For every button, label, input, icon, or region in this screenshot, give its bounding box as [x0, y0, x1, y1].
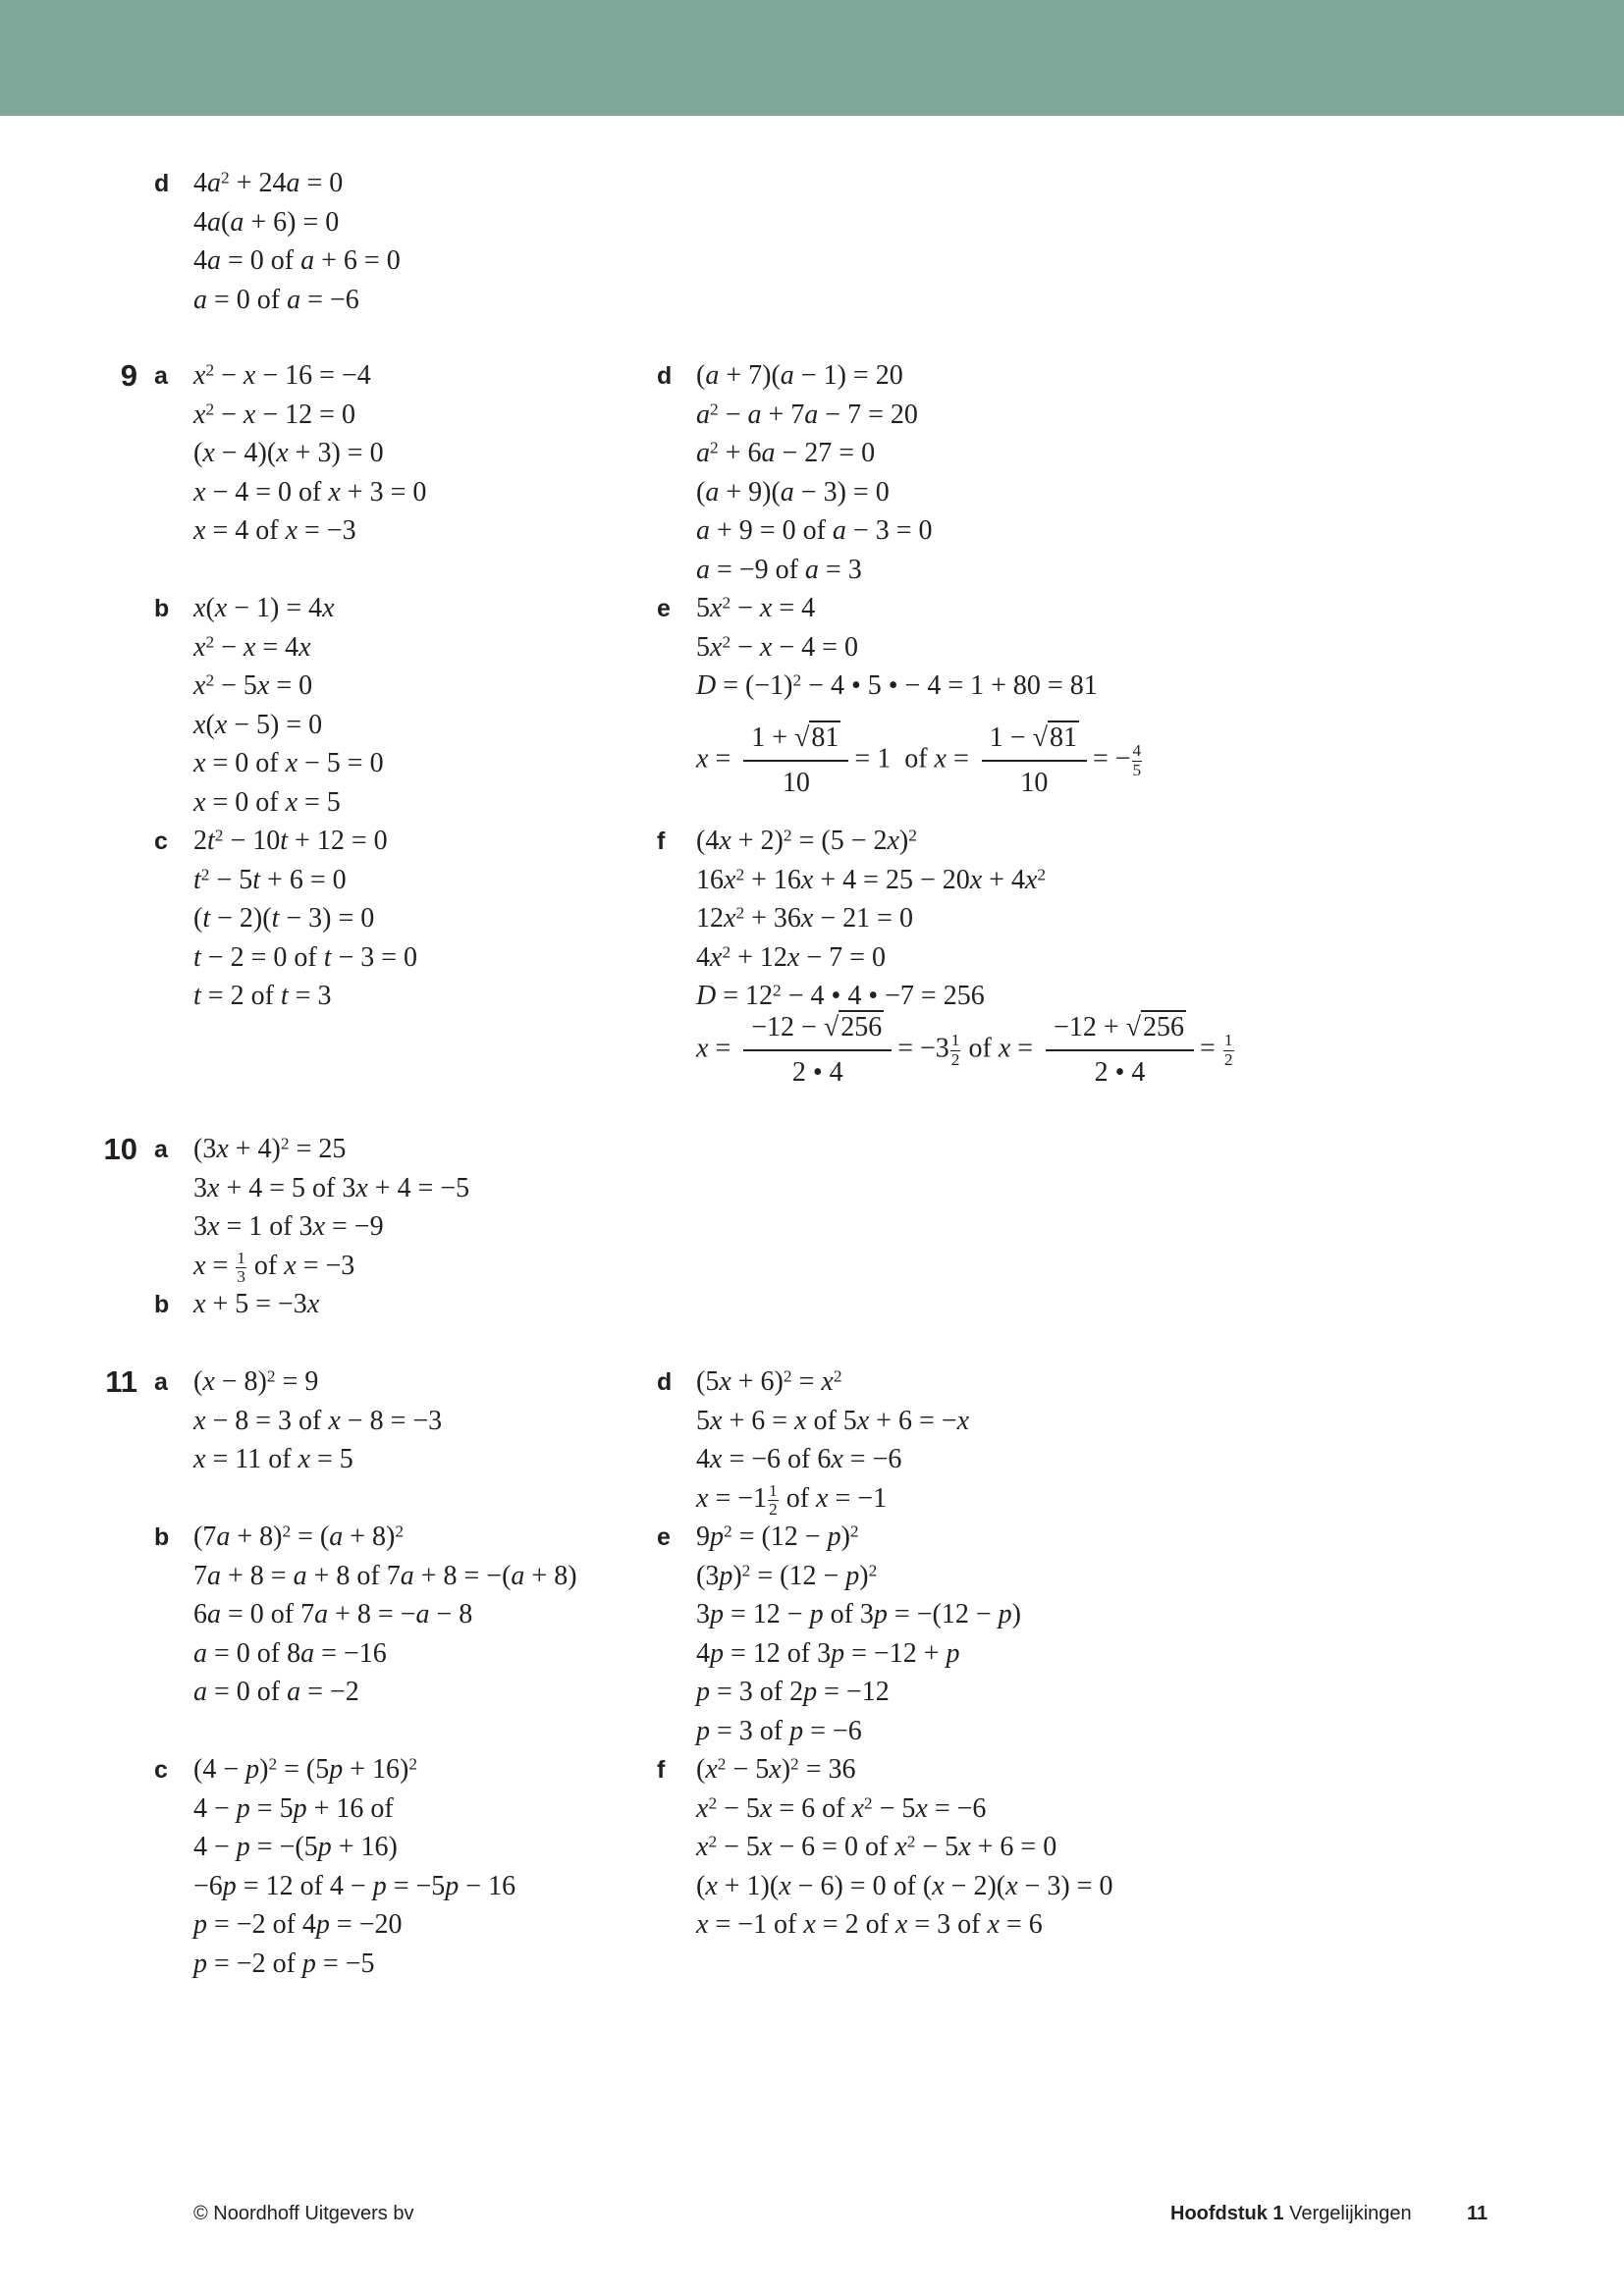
solution-line: 7a + 8 = a + 8 of 7a + 8 = −(a + 8): [193, 1560, 577, 1591]
solution-line: $(3x + 4)^2 = 25$: [193, 1134, 347, 1164]
solution-line: (a + 7)(a − 1) = 20: [696, 360, 903, 391]
part-label: c: [154, 828, 168, 855]
chapter-title: Hoofdstuk 1 Vergelijkingen: [1170, 2203, 1412, 2224]
solution-line: x(x − 5) = 0: [193, 709, 323, 740]
solution-line: 4 − p = 5p + 16 of: [193, 1792, 394, 1824]
solution-line: a + 9 = 0 of a − 3 = 0: [696, 515, 933, 546]
header-band: [0, 0, 1624, 116]
solution-line: $16x^2 + 16x + 4 = 25 - 20x + 4x^2$: [696, 864, 1047, 895]
solution-line: $(x - 8)^2 = 9$: [193, 1366, 319, 1397]
solution-line: 3x + 4 = 5 of 3x + 4 = −5: [193, 1172, 470, 1203]
solution-line: t − 2 = 0 of t − 3 = 0: [193, 941, 418, 973]
solution-line: a = 0 of 8a = −16: [193, 1637, 387, 1669]
question-number: 11: [105, 1364, 137, 1399]
solution-line: $(x^2 - 5x)^2 = 36$: [696, 1754, 856, 1785]
quadratic-formula-9f: x = $\frac{-12 - √256}{2 • 4}$ = −3 $\frac{1}{2}$ of x = $\frac{-12 + √256}{2 • 4}$ = $\frac{1}{2}$: [696, 1009, 1235, 1092]
part-label: d: [154, 170, 170, 197]
solution-line: $4a^2 + 24a = 0$: [193, 168, 344, 198]
solution-line: $a^2 + 6a - 27 = 0$: [696, 438, 876, 468]
solution-line: $5x^2 - x = 4$: [696, 593, 816, 623]
solution-line: 4 − p = −(5p + 16): [193, 1832, 398, 1862]
solution-line: p = −2 of p = −5: [193, 1948, 375, 1979]
solution-line: 4p = 12 of 3p = −12 + p: [696, 1637, 960, 1669]
quadratic-formula-9e: x = $\frac{1 + √81}{10}$ = 1 of x = $\frac{1 - √81}{10}$ = − $\frac{4}{5}$: [696, 720, 1143, 802]
solution-line: $x^2 - 5x = 0$: [193, 670, 313, 701]
part-label: a: [154, 362, 168, 390]
solution-line: (t − 2)(t − 3) = 0: [193, 903, 375, 934]
solution-line: $2t^2 - 10t + 12 = 0$: [193, 826, 388, 856]
solution-line: $D = (-1)^2 - 4$ • 5 • − 4 = 1 + 80 = 81: [696, 670, 1098, 701]
publisher-credit: © Noordhoff Uitgevers bv: [193, 2203, 414, 2224]
part-label: b: [154, 1291, 170, 1318]
solution-line: $4x^2 + 12x - 7 = 0$: [696, 941, 886, 973]
solution-line: $(3p)^2 = (12 - p)^2$: [696, 1560, 878, 1591]
part-label: b: [154, 595, 170, 622]
solution-line: $(7a + 8)^2 = (a + 8)^2$: [193, 1522, 405, 1552]
solution-line: x = 11 of x = 5: [193, 1444, 353, 1474]
part-label: f: [657, 1756, 666, 1784]
part-label: c: [154, 1756, 168, 1784]
solution-line: p = 3 of p = −6: [696, 1715, 862, 1746]
solution-line: $(4 - p)^2 = (5p + 16)^2$: [193, 1754, 418, 1785]
solution-line: x(x − 1) = 4x: [193, 593, 335, 623]
solution-line: x = 0 of x − 5 = 0: [193, 748, 384, 778]
solution-line: x = 4 of x = −3: [193, 515, 356, 546]
solution-line: x − 4 = 0 of x + 3 = 0: [193, 476, 427, 507]
question-number: 9: [120, 358, 137, 393]
solution-line: 3p = 12 − p of 3p = −(12 − p): [696, 1599, 1021, 1629]
solution-line: x = $\frac{1}{3}$ of x = −3: [193, 1248, 355, 1287]
solution-line: −6p = 12 of 4 − p = −5p − 16: [193, 1870, 516, 1901]
solution-line: x = −1 of x = 2 of x = 3 of x = 6: [696, 1909, 1043, 1940]
question-number: 10: [103, 1132, 137, 1166]
solution-line: $12x^2 + 36x - 21 = 0$: [696, 903, 913, 934]
solution-line: $x^2 - x - 12 = 0$: [193, 399, 355, 430]
solution-line: x − 8 = 3 of x − 8 = −3: [193, 1405, 443, 1436]
solution-line: x = −1 $\frac{1}{2}$ of x = −1: [696, 1480, 888, 1520]
solution-line: 4a = 0 of a + 6 = 0: [193, 245, 401, 276]
solution-line: $x^2 - x = 4x$: [193, 631, 311, 663]
solution-line: p = 3 of 2p = −12: [696, 1677, 890, 1707]
solution-line: (x + 1)(x − 6) = 0 of (x − 2)(x − 3) = 0: [696, 1870, 1113, 1901]
part-label: d: [657, 1368, 673, 1396]
part-label: e: [657, 595, 671, 622]
solution-line: x + 5 = −3x: [193, 1289, 320, 1319]
page-number: 11: [1467, 2203, 1489, 2224]
solution-line: $t^2 - 5t + 6 = 0$: [193, 864, 347, 895]
part-label: a: [154, 1368, 168, 1396]
solution-line: $(4x + 2)^2 = (5 - 2x)^2$: [696, 826, 917, 856]
solution-line: $D = 12^2 - 4$ • 4 • −7 = 256: [696, 981, 985, 1011]
solution-line: 6a = 0 of 7a + 8 = −a − 8: [193, 1599, 473, 1629]
solution-line: $(5x + 6)^2 = x^2$: [696, 1366, 842, 1397]
solution-line: 4a(a + 6) = 0: [193, 206, 340, 238]
part-label: f: [657, 828, 666, 855]
solution-line: $x^2 - x - 16 = -4$: [193, 360, 371, 391]
part-label: a: [154, 1136, 168, 1163]
solution-line: t = 2 of t = 3: [193, 981, 332, 1011]
solution-line: $x^2 - 5x - 6 = 0$ of $x^2 - 5x + 6 = 0$: [696, 1832, 1057, 1862]
solution-line: $9p^2 = (12 - p)^2$: [696, 1522, 859, 1552]
part-label: b: [154, 1523, 170, 1551]
solution-line: p = −2 of 4p = −20: [193, 1909, 403, 1940]
solution-line: $5x^2 - x - 4 = 0$: [696, 631, 858, 663]
solution-line: $a^2 - a + 7a - 7 = 20$: [696, 399, 918, 430]
part-label: e: [657, 1523, 671, 1551]
solution-line: 4x = −6 of 6x = −6: [696, 1444, 902, 1474]
solution-line: a = 0 of a = −2: [193, 1677, 359, 1707]
solution-line: 3x = 1 of 3x = −9: [193, 1211, 384, 1242]
solution-line: a = 0 of a = −6: [193, 284, 359, 315]
solution-line: x = 0 of x = 5: [193, 786, 341, 818]
solution-line: (a + 9)(a − 3) = 0: [696, 476, 890, 507]
solution-line: 5x + 6 = x of 5x + 6 = −x: [696, 1405, 970, 1436]
solution-line: (x − 4)(x + 3) = 0: [193, 438, 384, 468]
solution-line: a = −9 of a = 3: [696, 554, 862, 585]
part-label: d: [657, 362, 673, 390]
solution-line: $x^2 - 5x = 6$ of $x^2 - 5x = -6$: [696, 1792, 987, 1824]
